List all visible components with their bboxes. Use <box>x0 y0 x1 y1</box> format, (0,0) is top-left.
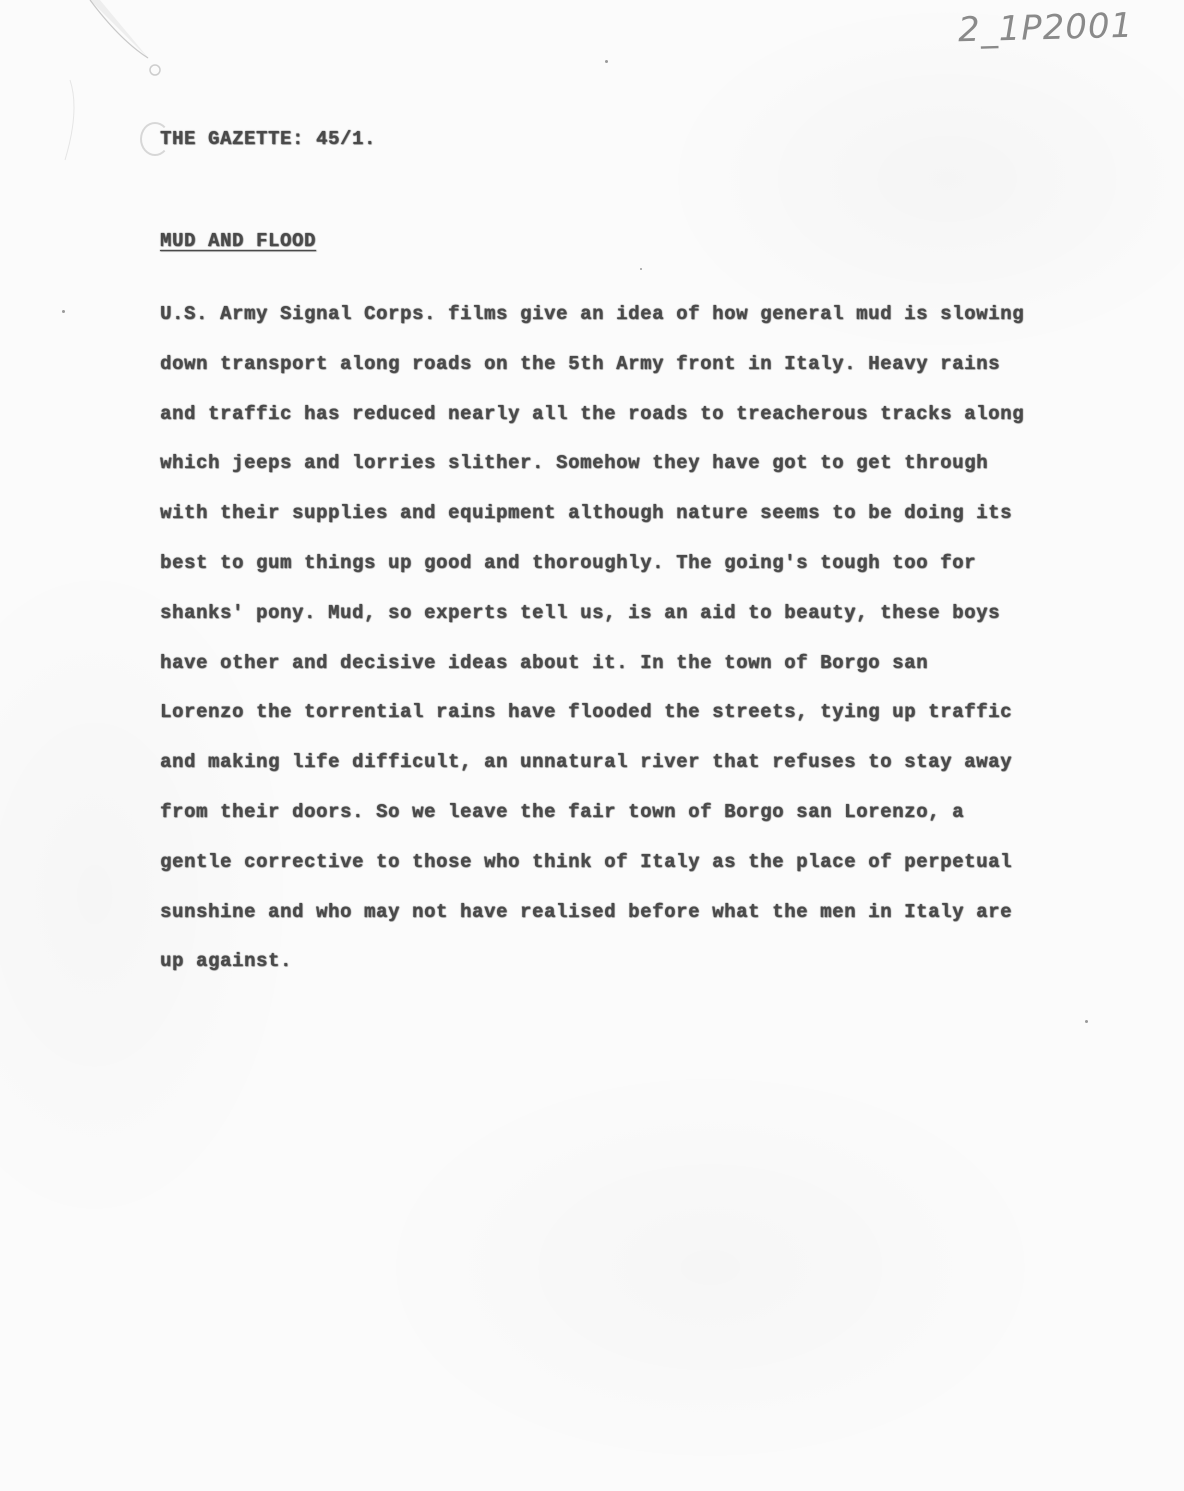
story-body <box>160 296 1060 993</box>
body-line: with their supplies and equipment although nature seems to be doing its <box>160 502 1013 525</box>
body-line: U.S. Army Signal Corps. films give an idea of how general mud is slowing <box>160 303 1025 325</box>
body-line: shanks' pony. Mud, so experts tell us, is an aid to beauty, these boys <box>160 601 1001 624</box>
paper-speck <box>605 60 608 63</box>
story-headline: MUD AND FLOOD <box>160 230 317 252</box>
body-line: sunshine and who may not have realised before what the men in Italy are <box>160 900 1013 923</box>
body-line: and making life difficult, an unnatural river that refuses to stay away <box>160 751 1013 774</box>
gazette-reference: THE GAZETTE: 45/1. <box>160 128 377 150</box>
body-line: down transport along roads on the 5th Army front in Italy. Heavy rains <box>160 352 1001 375</box>
body-line: gentle corrective to those who think of Italy as the place of perpetual <box>160 850 1013 873</box>
body-line: have other and decisive ideas about it. In the town of Borgo san <box>160 651 929 674</box>
body-line: Lorenzo the torrential rains have flooded the streets, tying up traffic <box>160 701 1013 724</box>
paper-speck <box>640 268 642 270</box>
paper-speck <box>62 310 65 313</box>
body-line: up against. <box>160 950 293 973</box>
body-line: from their doors. So we leave the fair town of Borgo san Lorenzo, a <box>160 800 965 823</box>
body-line: and traffic has reduced nearly all the roads to treacherous tracks along <box>160 402 1025 425</box>
handwritten-reference-number: 2_1P2001 <box>957 5 1134 51</box>
body-line: best to gum things up good and thoroughly. The going's tough too for <box>160 551 977 574</box>
paper-speck <box>1085 1020 1088 1023</box>
body-line: which jeeps and lorries slither. Somehow they have got to get through <box>160 452 989 475</box>
